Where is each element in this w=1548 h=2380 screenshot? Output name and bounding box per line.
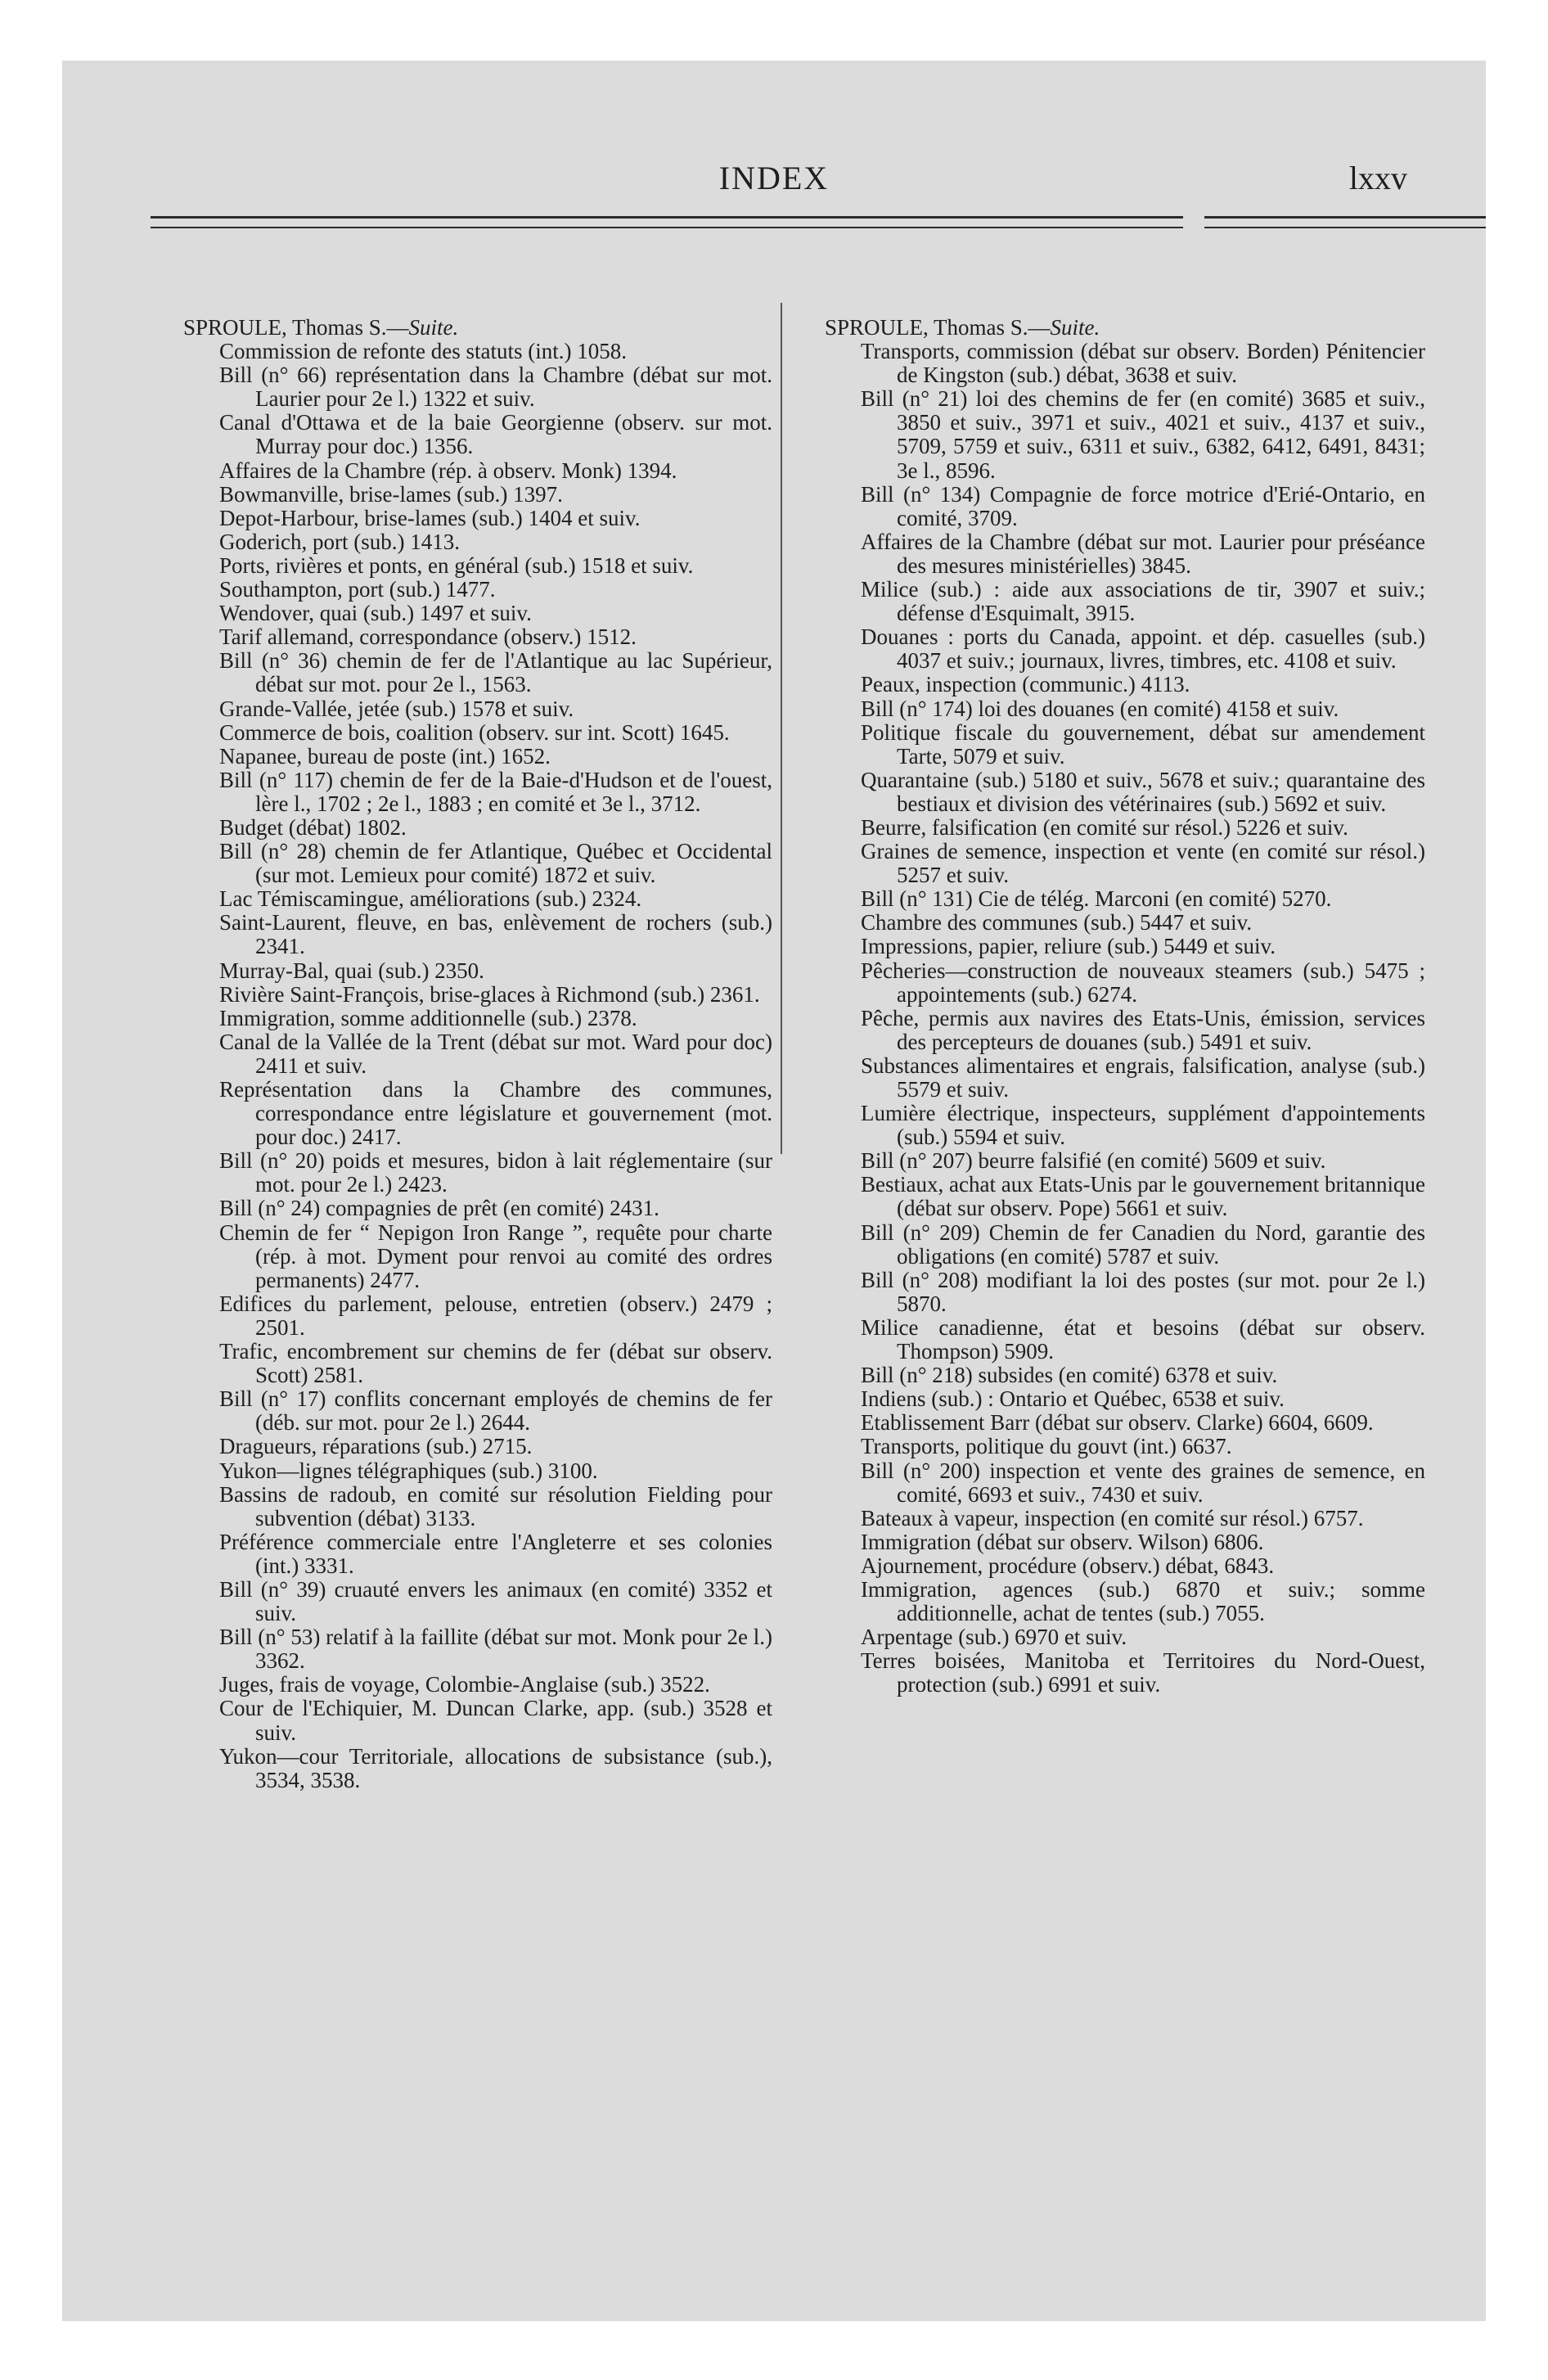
index-entry: Bill (n° 209) Chemin de fer Canadien du Nord, garantie des obligations (en comité) 5787 et suiv.: [861, 1219, 1425, 1269]
index-entry: Commerce de bois, coalition (observ. sur int. Scott) 1645.: [219, 719, 730, 745]
index-entry: Immigration, agences (sub.) 6870 et suiv.; somme additionnelle, achat de tentes (sub.) 7055.: [861, 1576, 1425, 1626]
index-entry: Transports, politique du gouvt (int.) 6637.: [861, 1434, 1232, 1459]
index-entry: Affaires de la Chambre (débat sur mot. Laurier pour préséance des mesures ministérielles) 3845.: [861, 529, 1425, 578]
index-entry: Grande-Vallée, jetée (sub.) 1578 et suiv.: [219, 696, 574, 721]
index-entry: Lumière électrique, inspecteurs, supplément d'appointements (sub.) 5594 et suiv.: [861, 1101, 1425, 1150]
index-entry: Impressions, papier, reliure (sub.) 5449 et suiv.: [861, 934, 1276, 959]
index-entry: Indiens (sub.) : Ontario et Québec, 6538 et suiv.: [861, 1386, 1285, 1412]
header-rule-right: [1204, 216, 1486, 228]
index-entry: Bateaux à vapeur, inspection (en comité sur résol.) 6757.: [861, 1505, 1364, 1530]
index-entry: Bill (n° 207) beurre falsifié (en comité) 5609 et suiv.: [861, 1148, 1326, 1174]
index-entry: Quarantaine (sub.) 5180 et suiv., 5678 et suiv.; quarantaine des bestiaux et division des vétérinaires (sub.) 5692 et suiv.: [861, 767, 1425, 816]
index-entry: Murray-Bal, quai (sub.) 2350.: [219, 958, 484, 983]
index-entry: Edifices du parlement, pelouse, entretien (observ.) 2479 ; 2501.: [219, 1291, 772, 1340]
index-entry: Substances alimentaires et engrais, falsification, analyse (sub.) 5579 et suiv.: [861, 1053, 1425, 1102]
index-entry: Yukon—cour Territoriale, allocations de subsistance (sub.), 3534, 3538.: [219, 1743, 772, 1792]
index-entry: Graines de semence, inspection et vente (en comité sur résol.) 5257 et suiv.: [861, 839, 1425, 888]
heading-name: SPROULE, Thomas S.—: [183, 315, 409, 340]
index-entry: Terres boisées, Manitoba et Territoires du Nord-Ouest, protection (sub.) 6991 et suiv.: [861, 1648, 1425, 1697]
index-entry: Bill (n° 174) loi des douanes (en comité) 4158 et suiv.: [861, 696, 1339, 721]
index-entry: Chambre des communes (sub.) 5447 et suiv.: [861, 910, 1253, 935]
index-entry: Bill (n° 218) subsides (en comité) 6378 et suiv.: [861, 1363, 1278, 1388]
scanned-page: [62, 61, 1486, 2321]
index-entry: Immigration (débat sur observ. Wilson) 6806.: [861, 1529, 1264, 1554]
index-entry: Beurre, falsification (en comité sur résol.) 5226 et suiv.: [861, 814, 1348, 840]
index-entry: Juges, frais de voyage, Colombie-Anglaise (sub.) 3522.: [219, 1672, 710, 1697]
index-entry: Dragueurs, réparations (sub.) 2715.: [219, 1434, 533, 1459]
index-entry: Tarif allemand, correspondance (observ.) 1512.: [219, 624, 637, 650]
index-entry: Ajournement, procédure (observ.) débat, 6843.: [861, 1553, 1275, 1578]
header-rule-left: [151, 216, 1183, 228]
index-entry: Milice (sub.) : aide aux associations de tir, 3907 et suiv.; défense d'Esquimalt, 3915.: [861, 577, 1425, 626]
index-entry: Préférence commerciale entre l'Angleterre et ses colonies (int.) 3331.: [219, 1529, 772, 1578]
index-entry: Bestiaux, achat aux Etats-Unis par le gouvernement britannique (débat sur observ. Pope) 5661 et suiv.: [861, 1172, 1425, 1221]
index-entry: Bill (n° 21) loi des chemins de fer (en comité) 3685 et suiv., 3850 et suiv., 3971 et suiv., 4021 et suiv., 4137 et suiv., 5709, 5759 et suiv., 6311 et suiv., 6382, 6412, 6491, 8431; 3e l., 8596.: [861, 386, 1425, 483]
heading-suite: Suite.: [408, 315, 459, 340]
index-entry: Cour de l'Echiquier, M. Duncan Clarke, app. (sub.) 3528 et suiv.: [219, 1696, 772, 1745]
entry-heading: [825, 316, 1425, 340]
index-entry: Immigration, somme additionnelle (sub.) 2378.: [219, 1005, 637, 1030]
entry-heading: [183, 316, 772, 340]
index-entry: Bill (n° 20) poids et mesures, bidon à lait réglementaire (sur mot. pour 2e l.) 2423.: [219, 1148, 772, 1197]
index-entry: Bill (n° 17) conflits concernant employés de chemins de fer (déb. sur mot. pour 2e l.) 2644.: [219, 1386, 772, 1436]
page-number: lxxv: [1348, 160, 1407, 196]
index-entry: Goderich, port (sub.) 1413.: [219, 529, 460, 554]
index-entry: Lac Témiscamingue, améliorations (sub.) 2324.: [219, 886, 642, 912]
index-entry: Arpentage (sub.) 6970 et suiv.: [861, 1625, 1127, 1650]
index-entry: Ports, rivières et ponts, en général (sub.) 1518 et suiv.: [219, 552, 694, 578]
index-entry: Représentation dans la Chambre des communes, correspondance entre législature et gouvernement (mot. pour doc.) 2417.: [219, 1077, 772, 1150]
running-header: [62, 159, 1486, 208]
right-entries: [861, 340, 1425, 1697]
index-entry: Milice canadienne, état et besoins (débat sur observ. Thompson) 5909.: [861, 1314, 1425, 1364]
index-entry: Commission de refonte des statuts (int.) 1058.: [219, 339, 627, 364]
index-entry: Bassins de radoub, en comité sur résolution Fielding pour subvention (débat) 3133.: [219, 1481, 772, 1530]
index-entry: Budget (débat) 1802.: [219, 814, 407, 840]
index-entry: Southampton, port (sub.) 1477.: [219, 577, 496, 602]
index-entry: Pêcheries—construction de nouveaux steamers (sub.) 5475 ; appointements (sub.) 6274.: [861, 958, 1425, 1007]
index-entry: Bill (n° 28) chemin de fer Atlantique, Québec et Occidental (sur mot. Lemieux pour comité) 1872 et suiv.: [219, 839, 772, 888]
heading-suite: Suite.: [1050, 315, 1100, 340]
index-entry: Pêche, permis aux navires des Etats-Unis, émission, services des percepteurs de douanes (sub.) 5491 et suiv.: [861, 1005, 1425, 1054]
index-entry: Bill (n° 208) modifiant la loi des postes (sur mot. pour 2e l.) 5870.: [861, 1267, 1425, 1316]
index-entry: Bill (n° 24) compagnies de prêt (en comité) 2431.: [219, 1196, 659, 1221]
index-entry: Affaires de la Chambre (rép. à observ. Monk) 1394.: [219, 458, 677, 483]
index-entry: Saint-Laurent, fleuve, en bas, enlèvement de rochers (sub.) 2341.: [219, 910, 772, 959]
index-entry: Depot-Harbour, brise-lames (sub.) 1404 et suiv.: [219, 505, 641, 530]
index-entry: Chemin de fer “ Nepigon Iron Range ”, requête pour charte (rép. à mot. Dyment pour renvoi au comité des ordres permanents) 2477.: [219, 1219, 772, 1292]
page-title: INDEX: [718, 160, 830, 196]
index-entry: Bill (n° 36) chemin de fer de l'Atlantique au lac Supérieur, débat sur mot. pour 2e l., 1563.: [219, 648, 772, 697]
index-entry: Bill (n° 131) Cie de télég. Marconi (en comité) 5270.: [861, 886, 1332, 912]
index-entry: Rivière Saint-François, brise-glaces à Richmond (sub.) 2361.: [219, 981, 760, 1007]
index-entry: Bill (n° 117) chemin de fer de la Baie-d'Hudson et de l'ouest, lère l., 1702 ; 2e l., 1883 ; en comité et 3e l., 3712.: [219, 767, 772, 816]
index-entry: Transports, commission (débat sur observ. Borden) Pénitencier de Kingston (sub.) débat, 3638 et suiv.: [861, 339, 1425, 388]
index-entry: Napanee, bureau de poste (int.) 1652.: [219, 743, 551, 769]
column-divider: [781, 303, 782, 1154]
index-entry: Bowmanville, brise-lames (sub.) 1397.: [219, 481, 563, 507]
right-column: [825, 315, 1425, 1697]
index-entry: Bill (n° 53) relatif à la faillite (débat sur mot. Monk pour 2e l.) 3362.: [219, 1625, 772, 1674]
left-entries: [219, 340, 772, 1792]
index-entry: Bill (n° 200) inspection et vente des graines de semence, en comité, 6693 et suiv., 7430 et suiv.: [861, 1458, 1425, 1507]
left-column: [183, 315, 772, 1792]
index-entry: Etablissement Barr (débat sur observ. Clarke) 6604, 6609.: [861, 1410, 1374, 1436]
index-entry: Wendover, quai (sub.) 1497 et suiv.: [219, 601, 532, 626]
index-entry: Bill (n° 39) cruauté envers les animaux (en comité) 3352 et suiv.: [219, 1576, 772, 1626]
index-entry: Politique fiscale du gouvernement, débat sur amendement Tarte, 5079 et suiv.: [861, 719, 1425, 769]
index-entry: Canal de la Vallée de la Trent (débat sur mot. Ward pour doc) 2411 et suiv.: [219, 1029, 772, 1078]
index-entry: Peaux, inspection (communic.) 4113.: [861, 672, 1190, 697]
heading-name: SPROULE, Thomas S.—: [825, 315, 1051, 340]
index-entry: Yukon—lignes télégraphiques (sub.) 3100.: [219, 1458, 598, 1483]
index-entry: Douanes : ports du Canada, appoint. et dép. casuelles (sub.) 4037 et suiv.; journaux, livres, timbres, etc. 4108 et suiv.: [861, 624, 1425, 674]
index-entry: Trafic, encombrement sur chemins de fer (débat sur observ. Scott) 2581.: [219, 1339, 772, 1388]
index-entry: Bill (n° 134) Compagnie de force motrice d'Erié-Ontario, en comité, 3709.: [861, 481, 1425, 530]
index-entry: Bill (n° 66) représentation dans la Chambre (débat sur mot. Laurier pour 2e l.) 1322 et suiv.: [219, 363, 772, 412]
index-entry: Canal d'Ottawa et de la baie Georgienne (observ. sur mot. Murray pour doc.) 1356.: [219, 410, 772, 459]
